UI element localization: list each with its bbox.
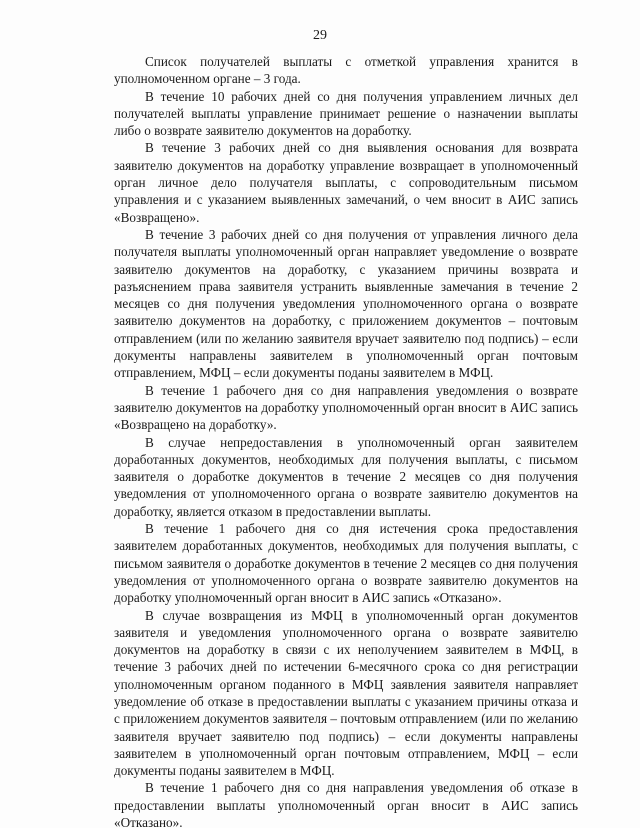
paragraph-mfc-return: В случае возвращения из МФЦ в уполномоченный орган документов заявителя и уведомления уполномоченного органа о возврате заявителю документов на доработку в связи с их неполучением заявителем в МФЦ, в течение 3 рабочих дней по истечении 6-месячного срока со дня регистрации уполномоченным органом поданного в МФЦ заявления заявителя направляет уведомление об отказе в предоставлении выплаты с указанием причины отказа и с приложением документов заявителя – почтовым отправлением (или по желанию заявителя вручает заявителю под подпись) – если документы направлены заявителем в уполномоченный орган почтовым отправлением, МФЦ – если документы поданы заявителем в МФЦ.	[114, 607, 578, 779]
paragraph-retention: Список получателей выплаты с отметкой управления хранится в уполномоченном органе – 3 года.	[114, 54, 578, 87]
paragraph-notify-applicant: В течение 3 рабочих дней со дня получения от управления личного дела получателя выплаты уполномоченный орган направляет уведомление о возврате заявителю документов на доработку, с указанием причины возврата и разъяснением права заявителя устранить выявленные замечания в течение 2 месяцев со дня получения уведомления уполномоченного органа о возврате заявителю документов на доработку, с приложением документов – почтовым отправлением (или по желанию заявителя вручает заявителю под подпись) – если документы направлены заявителем в уполномоченный орган почтовым отправлением, МФЦ – если документы поданы заявителем в МФЦ.	[114, 226, 578, 381]
paragraph-ais-returned: В течение 1 рабочего дня со дня направления уведомления о возврате заявителю документов на доработку уполномоченный орган вносит в АИС запись «Возвращено на доработку».	[114, 382, 578, 433]
paragraph-return-to-authority: В течение 3 рабочих дней со дня выявления основания для возврата заявителю документов на доработку управление возвращает в уполномоченный орган личное дело получателя выплаты, с сопроводительным письмом управления и с указанием выявленных замечаний, о чем вносит в АИС запись «Возвращено».	[114, 140, 578, 225]
paragraph-ais-refused-final: В течение 1 рабочего дня со дня направления уведомления об отказе в предоставлении выплаты уполномоченный орган вносит в АИС запись «Отказано».	[114, 780, 578, 831]
paragraph-non-submission: В случае непредоставления в уполномоченный орган заявителем доработанных документов, необходимых для получения выплаты, с письмом заявителя о доработке документов в течение 2 месяцев со дня получения уведомления от уполномоченного органа о возврате заявителю документов на доработку, является отказом в предоставлении выплаты.	[114, 434, 578, 519]
paragraph-ais-refused: В течение 1 рабочего дня со дня истечения срока предоставления заявителем доработанных документов, необходимых для получения выплаты, с письмом заявителя о доработке документов в течение 2 месяцев со дня получения уведомления от уполномоченного органа о возврате заявителю документов на доработку уполномоченный орган вносит в АИС запись «Отказано».	[114, 521, 578, 606]
paragraph-decision: В течение 10 рабочих дней со дня получения управлением личных дел получателей выплаты управление принимает решение о назначении выплаты либо о возврате заявителю документов на доработку.	[114, 88, 578, 139]
page-number: 29	[313, 28, 327, 43]
page-body	[114, 53, 578, 831]
